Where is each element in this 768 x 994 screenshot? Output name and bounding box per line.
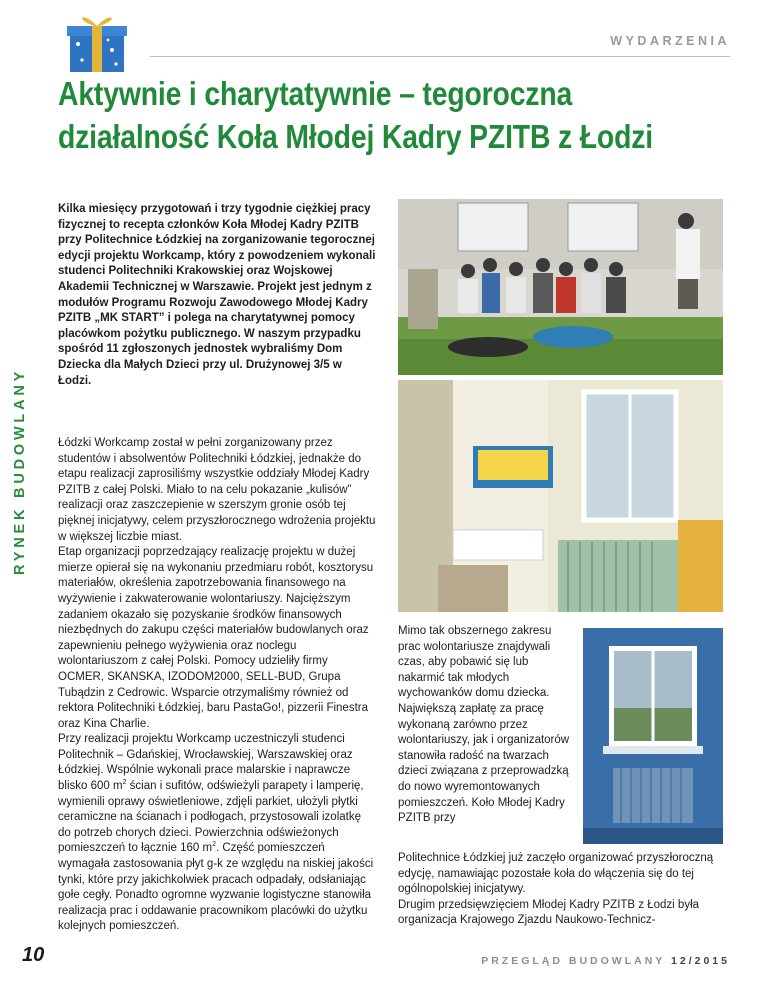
right-paragraph: Mimo tak obszernego zakresu prac wolontariusze znajdywali czas, aby pobawić się lub nakarmić tak młodych wychowanków domu dziecka. Największą zapłatę za pracę wykonaną zarówno przez wolontariuszy, jak i organizatorów stanowiła radość na twarzach dzieci związana z przeprowadzką do nowo wyremontowanych pomieszczeń. Koło Młodej Kadry PZITB przy <box>398 625 570 825</box>
page-number: 10 <box>22 944 45 966</box>
paragraph-1: Łódzki Workcamp został w pełni zorganizowany przez studentów i absolwentów Politechniki Łódzkiej, jednakże do etapu realizacji zaprosiliśmy wszystkie oddziały Młodej Kadry PZITB z całej Polski. Miało to na celu pokazanie „kulisów” realizacji oraz zaszczepienie w szerszym gronie osób tej pięknej inicjatywy, celem przyszłorocznego wdrożenia projektu w większej liczbie miast. <box>58 437 376 543</box>
lead-paragraph: Kilka miesięcy przygotowań i trzy tygodnie ciężkiej pracy fizycznej to recepta członków Koła Młodej Kadry PZITB przy Politechnice Łódzkiej na zorganizowanie tegorocznej edycji projektu Workcamp, który z powodzeniem wykonali studenci Politechniki Krakowskiej oraz Wojskowej Akademii Technicznej w Warszawie. Projekt jest jednym z modułów Programu Rozwoju Zawodowego Młodej Kadry PZITB „MK START” i polega na charytatywnej pomocy placówkom pożytku publicznego. W naszym przypadku spośród 11 zgłoszonych jednostek wybraliśmy Dom Dziecka dla Małych Dzieci przy ul. Drużynowej 3/5 w Łodzi. <box>58 203 376 387</box>
gift-icon <box>62 6 132 76</box>
article-body-right-wide <box>398 851 728 929</box>
magazine-side-label: RYNEK BUDOWLANY <box>12 367 28 575</box>
section-label: WYDARZENIA <box>610 34 730 48</box>
right-paragraph-2: Drugim przedsięwzięciem Młodej Kadry PZITB z Łodzi była organizacja Krajowego Zjazdu Naukowo-Technicz- <box>398 898 700 927</box>
article-title <box>58 72 651 158</box>
article-body-right <box>398 624 576 827</box>
title-line-2: działalność Koła Młodej Kadry PZITB z Łodzi <box>58 118 653 155</box>
title-line-1: Aktywnie i charytatywnie – tegoroczna <box>58 75 573 112</box>
right-paragraph-cont: Politechnice Łódzkiej już zaczęło organizować przyszłoroczną edycję, namawiając pozostałe koła do włączenia się do tej ogólnopolskiej inicjatywy. <box>398 852 714 896</box>
magazine-name: PRZEGLĄD BUDOWLANY <box>481 955 666 967</box>
volunteers-group-photo <box>398 199 723 375</box>
footer-magazine <box>481 955 730 967</box>
window-radiator-photo <box>583 628 723 844</box>
article-lead <box>58 202 376 389</box>
article-body-left <box>58 436 376 935</box>
renovated-room-photo <box>398 380 723 612</box>
header-rule <box>150 56 730 57</box>
paragraph-3: Przy realizacji projektu Workcamp uczestniczyli studenci Politechnik – Gdańskiej, Wrocławskiej, Warszawskiej oraz Łódzkiej. Wspólnie wykonali prace malarskie i naprawcze blisko 600 $m^2$ ścian i sufitów, odświeżyli parapety i lamperię, wymienili oprawy oświetleniowe, zdjęli parkiet, ułożyli płytki ceramiczne na ścianach i podłogach, przystosowali izolatkę do potrzeb chorych dzieci. Powierzchnia odświeżonych pomieszczeń to łącznie 160 $m^2$. Część pomieszczeń wymagała zastosowania płyt g-k ze względu na niskiej jakości tynki, które przy jakichkolwiek pracach odpadały, odsłaniając gołe cegły. Ponadto ogromne wyzwanie logistyczne stanowiła realizacja prac i oddawanie pracownikom placówki do użytku kolejnych pomieszczeń. <box>58 733 374 933</box>
paragraph-2: Etap organizacji poprzedzający realizację projektu w dużej mierze opierał się na wykonaniu przedmiaru robót, kosztorysu materiałów, określenia zapotrzebowania finansowego na wyżywienie i zakwaterowanie wolontariuszy. Najcięższym zadaniem okazało się pozyskanie środków finansowych niezbędnych do zakupu części materiałów budowlanych oraz zapewnieniu pełnego wyżywienia oraz noclegu wolontariuszom z całej Polski. Pomocy udzieliły firmy OCMER, SKANSKA, IZODOM2000, SELL-BUD, Grupa Tubądzin z Cedrowic. Wsparcie otrzymaliśmy również od rektora Politechniki Łódzkiej, baru PastaGo!, pizzerii Finestra oraz Kina Charlie. <box>58 546 374 730</box>
issue-number: 12/2015 <box>671 955 730 967</box>
